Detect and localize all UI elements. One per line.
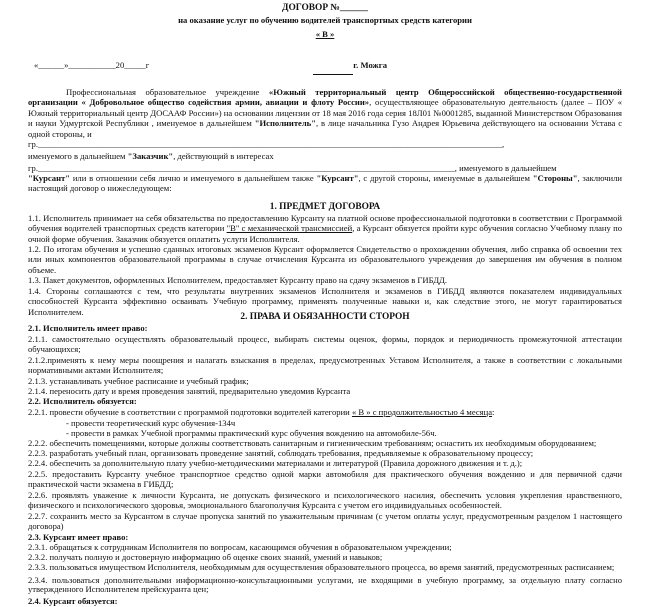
preamble-license: , осуществляющее образовательную деятельность (далее – ПОУ « Южный территориальный центр ДОСААФ России») на основании лицензии от 18 мая 2016 года серия 18Л01 №0001285, выданной Министерством Образования и науки Удмуртской Республики , именуемое в дальнейшем bbox=[28, 97, 623, 129]
clause-2-2-4: 2.2.4. обеспечить за дополнительную плату учебно-методическими материалами и литературой (Правила дорожного движения и т. д.); bbox=[28, 458, 523, 468]
preamble-paragraph bbox=[28, 87, 622, 139]
zakazchik-prefix: именуемого в дальнейшем bbox=[28, 151, 126, 161]
subsection-2-1: 2.1. Исполнитель имеет право: bbox=[28, 323, 148, 333]
contract-date: «______»___________20_____г bbox=[34, 60, 150, 70]
date-city-row bbox=[28, 60, 622, 70]
clause-2-3-3: 2.3.3. пользоваться имуществом Исполнителя, необходимым для осуществления образовательного процесса, во время занятий, предусмотренных расписанием; bbox=[28, 562, 615, 572]
clause-2-3-1: 2.3.1. обращаться к сотрудникам Исполнителя по вопросам, касающимся обучения в образовательном учреждении; bbox=[28, 542, 452, 552]
clause-2-2-1-text-b: : bbox=[492, 407, 495, 417]
clause-1-1-text-b: , а Курсант обязуется пройти курс обучения согласно Учебному плану по очной форме обучения. Заказчик обязуется оплатить услуги Исполнителя. bbox=[28, 223, 622, 244]
clause-2-2-3: 2.2.3. разработать учебный план, организовать проведение занятий, соблюдать требования, предъявляемые к образовательному процессу; bbox=[28, 448, 534, 458]
citizen-line-2: гр._________________________________________________________________________________________________, именуемого в дальнейшем bbox=[28, 163, 557, 173]
clause-2-3-4: 2.3.4. пользоваться дополнительными информационно-консультационными услугами, не входящими в учебную программу, за отдельную плату согласно утвержденного Исполнителем прейскуранта цен; bbox=[28, 575, 622, 595]
kursant-text-a: или в отношении себя лично и именуемого в дальнейшем также bbox=[72, 173, 314, 183]
zakazchik-line bbox=[28, 151, 622, 161]
contract-city bbox=[353, 60, 387, 70]
kursant-text-b: , с другой стороны, именуемые в дальнейшем bbox=[358, 173, 530, 183]
subsection-2-3: 2.3. Курсант имеет право: bbox=[28, 532, 129, 542]
clause-2-1-1: 2.1.1. самостоятельно осуществлять образовательный процесс, выбирать системы оценок, формы, порядок и периодичность промежуточной аттестации обучающихся; bbox=[28, 334, 622, 355]
clause-2-2-1-practice: - провести в рамках Учебной программы практический курс обучения вождению на автомобиле-56ч. bbox=[66, 428, 437, 438]
clause-2-2-2: 2.2.2. обеспечить помещениями, которые должны соответствовать санитарным и гигиеническим требованиям; оснастить их необходимым оборудованием; bbox=[28, 438, 597, 448]
section-2-title: 2. ПРАВА И ОБЯЗАННОСТИ СТОРОН bbox=[240, 312, 410, 322]
clause-2-2-6: 2.2.6. проявлять уважение к личности Курсанта, не допускать физического и психологического насилия, обеспечить условия укрепления нравственного, физического и психологического здоровья, эмоционального благополучия Курсанта с учетом его индивидуальных особенностей. bbox=[28, 490, 622, 511]
clause-2-1-4: 2.1.4. переносить дату и время проведения занятий, предварительно уведомив Курсанта bbox=[28, 386, 351, 396]
zakazchik-label: "Заказчик" bbox=[127, 151, 174, 161]
kursant-paragraph bbox=[28, 173, 622, 194]
clause-2-1-2: 2.1.2.применять к нему меры поощрения и налагать взыскания в пределах, предусмотренных Уставом Исполнителя, а также в соответствии с локальными нормативными актами Исполнителя; bbox=[28, 355, 622, 376]
city-underline bbox=[313, 74, 353, 75]
zakazchik-suffix: , действующий в интересах bbox=[173, 151, 274, 161]
preamble-org-type: Профессиональная образовательное учреждение bbox=[66, 87, 260, 97]
subsection-2-2: 2.2. Исполнитель обязуется: bbox=[28, 396, 137, 406]
document-title: ДОГОВОР №______ bbox=[282, 3, 368, 13]
kursant-label: "Курсант" bbox=[28, 173, 71, 183]
preamble-org-name: «Южный территориальный центр Общероссийской общественно-государственной организации « Добровольное общество содействия армии, авиации и флоту России» bbox=[28, 87, 623, 108]
document-subtitle: на оказание услуг по обучению водителей транспортных средств категории bbox=[178, 15, 472, 25]
clause-1-1-program: "В" с механической трансмиссией bbox=[226, 223, 353, 234]
clause-1-2: 1.2. По итогам обучения и успешно сданных итоговых экзаменов Курсант оформляется Свидетельство о прохождении обучения, либо справка об освоении тех или иных компонентов образовательной программы в случае отчисления Курсанта из образовательного учреждения до завершения им обучения в полном объеме. bbox=[28, 244, 622, 275]
clause-2-2-7: 2.2.7. сохранить место за Курсантом в случае пропуска занятий по уважительным причинам (с учетом оплаты услуг, предусмотренным разделом 1 настоящего договора) bbox=[28, 511, 622, 532]
category-label bbox=[28, 29, 622, 39]
clause-2-2-1-theory: - провести теоретический курс обучения-134ч bbox=[66, 418, 236, 428]
clause-1-1 bbox=[28, 213, 622, 244]
preamble-representative: , в лице начальника Гузо Андрея Юрьевича действующего на основании Устава с одной стороны, и bbox=[28, 118, 623, 139]
preamble-ispolnitel: "Исполнитель" bbox=[254, 118, 316, 129]
kursant-label-2: "Курсант" bbox=[316, 173, 359, 183]
storony-label: "Стороны" bbox=[532, 173, 578, 183]
clause-1-4: 1.4. Стороны соглашаются с тем, что результаты внутренних экзаменов Исполнителя и экзаменов в ГИБДД являются показателем индивидуальных способностей Курсанта эффективно осваивать Учебную программу, применять полученные навыки и, как следствие этого, не могут гарантироваться Исполнителем. bbox=[28, 286, 622, 317]
clause-2-2-1-duration: « В » с продолжительностью 4 месяца bbox=[351, 407, 493, 417]
kursant-text-c: , заключили настоящий договор о нижеследующем: bbox=[28, 173, 622, 194]
clause-2-1-3: 2.1.3. устанавливать учебное расписание и учебный график; bbox=[28, 376, 249, 386]
clause-2-3-2: 2.3.2. получать полную и достоверную информацию об оценке своих знаний, умений и навыков; bbox=[28, 552, 383, 562]
section-1-title: 1. ПРЕДМЕТ ДОГОВОРА bbox=[269, 202, 381, 212]
clause-2-2-5: 2.2.5. предоставить Курсанту учебное транспортное средство одной марки автомобиля для практического обучения вождению и для первичной сдачи практической части экзамена в ГИБДД; bbox=[28, 469, 622, 490]
citizen-line-1: гр.____________________________________________________________________________________________________________, bbox=[28, 139, 505, 149]
clause-2-2-1-text-a: 2.2.1. провести обучение в соответствии с программой подготовки водителей категории bbox=[28, 407, 350, 417]
clause-1-3: 1.3. Пакет документов, оформленных Исполнителем, предоставляет Курсанту право на сдачу экзаменов в ГИБДД. bbox=[28, 275, 448, 285]
clause-1-1-text-a: 1.1. Исполнитель принимает на себя обязательства по предоставлению Курсанту на платной основе профессиональной подготовки в соответствии с Программой обучения водителей транспортных средств категории bbox=[28, 213, 622, 234]
subsection-2-4: 2.4. Курсант обязуется: bbox=[28, 596, 118, 606]
category-value: « В » bbox=[315, 29, 335, 39]
contract-city-text: г. Можга bbox=[353, 60, 387, 70]
clause-2-2-1 bbox=[28, 407, 622, 417]
